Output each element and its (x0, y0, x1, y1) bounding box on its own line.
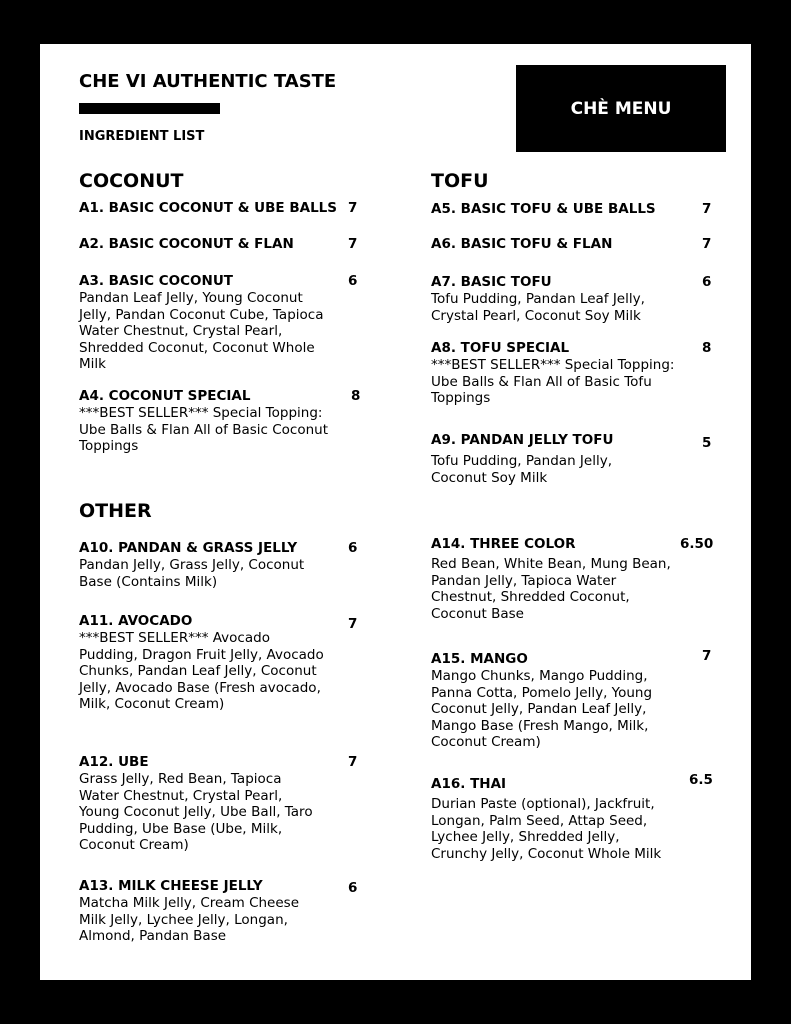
item-name: A11. AVOCADO (79, 613, 193, 629)
menu-item-a15 (431, 648, 712, 751)
menu-item-a16 (431, 772, 713, 862)
menu-item-a10 (79, 539, 358, 590)
item-price: 8 (351, 388, 361, 404)
section-title-tofu: TOFU (431, 170, 489, 192)
item-description: ***BEST SELLER*** Special Topping: Ube Balls & Flan All of Basic Tofu Toppings (431, 357, 675, 406)
item-description: Tofu Pudding, Pandan Jelly, Coconut Soy Milk (431, 453, 612, 486)
menu-item-a2 (79, 235, 359, 253)
menu-item-a5 (431, 200, 712, 218)
menu-item-a9 (431, 431, 712, 486)
item-description: Grass Jelly, Red Bean, Tapioca Water Chestnut, Crystal Pearl, Young Coconut Jelly, Ube Ball, Taro Pudding, Ube Base (Ube, Milk, Coconut Cream) (79, 771, 313, 853)
item-name: A14. THREE COLOR (431, 536, 576, 552)
item-description: Mango Chunks, Mango Pudding, Panna Cotta, Pomelo Jelly, Young Coconut Jelly, Pandan Leaf Jelly, Mango Base (Fresh Mango, Milk, Coconut Cream) (431, 668, 653, 750)
menu-page (40, 44, 751, 980)
item-description: Pandan Leaf Jelly, Young Coconut Jelly, Pandan Coconut Cube, Tapioca Water Chestnut, Crystal Pearl, Shredded Coconut, Coconut Whole Milk (79, 290, 324, 372)
item-price: 6.5 (689, 772, 713, 788)
menu-item-a6 (431, 235, 712, 253)
menu-badge (516, 65, 726, 152)
menu-item-a7 (431, 273, 712, 324)
item-name: A1. BASIC COCONUT & UBE BALLS (79, 200, 338, 216)
menu-item-a11 (79, 612, 358, 713)
item-name: A7. BASIC TOFU (431, 274, 552, 290)
item-name: A4. COCONUT SPECIAL (79, 388, 251, 404)
item-description: Red Bean, White Bean, Mung Bean, Pandan Jelly, Tapioca Water Chestnut, Shredded Coconut, Coconut Base (431, 556, 671, 622)
item-price: 5 (702, 435, 712, 451)
item-name: A3. BASIC COCONUT (79, 273, 233, 289)
item-price: 7 (348, 200, 358, 216)
item-description: ***BEST SELLER*** Special Topping: Ube Balls & Flan All of Basic Coconut Toppings (79, 405, 328, 454)
item-name: A5. BASIC TOFU & UBE BALLS (431, 201, 656, 217)
menu-item-a1 (79, 199, 359, 217)
brand-title: CHE VI AUTHENTIC TASTE (79, 71, 337, 92)
item-price: 7 (348, 754, 358, 770)
menu-item-a12 (79, 753, 358, 854)
item-description: Matcha Milk Jelly, Cream Cheese Milk Jelly, Lychee Jelly, Longan, Almond, Pandan Base (79, 895, 300, 944)
item-price: 7 (348, 616, 358, 632)
menu-badge-label: CHÈ MENU (570, 98, 672, 119)
item-price: 7 (702, 236, 712, 252)
section-title-coconut: COCONUT (79, 170, 184, 192)
item-name: A2. BASIC COCONUT & FLAN (79, 236, 294, 252)
item-price: 6 (348, 540, 358, 556)
item-name: A12. UBE (79, 754, 149, 770)
item-price: 8 (702, 340, 712, 356)
menu-item-a4 (79, 387, 361, 455)
brand-underline-bar (79, 103, 220, 114)
menu-item-a14 (431, 535, 714, 622)
item-description: Pandan Jelly, Grass Jelly, Coconut Base (Contains Milk) (79, 557, 305, 590)
item-description: Durian Paste (optional), Jackfruit, Longan, Palm Seed, Attap Seed, Lychee Jelly, Shredded Jelly, Crunchy Jelly, Coconut Whole Milk (431, 796, 662, 862)
item-name: A16. THAI (431, 776, 507, 792)
item-price: 6 (702, 274, 712, 290)
menu-item-a3 (79, 272, 358, 373)
ingredient-list-subtitle: INGREDIENT LIST (79, 129, 205, 144)
item-name: A10. PANDAN & GRASS JELLY (79, 540, 298, 556)
item-name: A6. BASIC TOFU & FLAN (431, 236, 613, 252)
item-name: A8. TOFU SPECIAL (431, 340, 570, 356)
menu-item-a13 (79, 877, 358, 945)
item-price: 7 (702, 648, 712, 664)
item-price: 7 (348, 236, 358, 252)
menu-item-a8 (431, 339, 712, 407)
item-price: 6.50 (680, 536, 714, 552)
item-description: Tofu Pudding, Pandan Leaf Jelly, Crystal Pearl, Coconut Soy Milk (431, 291, 645, 324)
item-price: 7 (702, 201, 712, 217)
item-price: 6 (348, 880, 358, 896)
item-name: A13. MILK CHEESE JELLY (79, 878, 263, 894)
item-name: A15. MANGO (431, 651, 528, 667)
item-description: ***BEST SELLER*** Avocado Pudding, Dragon Fruit Jelly, Avocado Chunks, Pandan Leaf Jelly, Coconut Jelly, Avocado Base (Fresh avocado, Milk, Coconut Cream) (79, 630, 324, 712)
section-title-other: OTHER (79, 500, 152, 522)
item-price: 6 (348, 273, 358, 289)
item-name: A9. PANDAN JELLY TOFU (431, 432, 614, 448)
